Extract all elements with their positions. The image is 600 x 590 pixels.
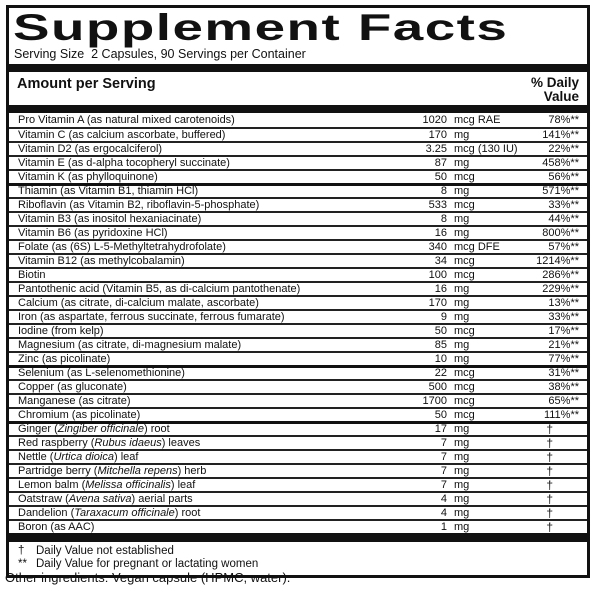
daily-value-percent: 57%** bbox=[548, 240, 579, 253]
daily-value-percent: 800%** bbox=[542, 226, 579, 239]
daily-value-percent: 22%** bbox=[548, 142, 579, 155]
daily-value-percent: 17%** bbox=[548, 324, 579, 337]
amount-quantity: 50 bbox=[434, 324, 447, 337]
amount-quantity: 8 bbox=[440, 185, 447, 197]
serving-size-line: Serving Size 2 Capsules, 90 Servings per Container bbox=[14, 47, 306, 61]
daily-value-percent: 77%** bbox=[548, 352, 579, 365]
amount-unit: mcg DFE bbox=[454, 240, 500, 253]
amount-quantity: 17 bbox=[434, 423, 447, 435]
botanical-name: Mitchella repens bbox=[97, 465, 178, 477]
nutrient-name: Ginger (Zingiber officinale) root bbox=[18, 424, 170, 435]
daily-value-percent: 571%** bbox=[542, 185, 579, 197]
amount-quantity: 87 bbox=[434, 156, 447, 169]
table-row bbox=[9, 113, 587, 127]
amount-unit: mcg (130 IU) bbox=[454, 142, 518, 155]
daily-value-percent: 13%** bbox=[548, 296, 579, 309]
amount-quantity: 10 bbox=[434, 352, 447, 365]
amount-quantity: 7 bbox=[440, 436, 447, 449]
amount-quantity: 16 bbox=[434, 282, 447, 295]
amount-unit: mg bbox=[454, 436, 470, 449]
amount-unit: mg bbox=[454, 282, 470, 295]
amount-unit: mg bbox=[454, 352, 470, 365]
panel-title: Supplement Facts bbox=[13, 7, 509, 48]
amount-unit: mcg bbox=[454, 324, 475, 337]
amount-unit: mcg bbox=[454, 394, 475, 407]
dagger-symbol: † bbox=[18, 545, 25, 557]
amount-quantity: 4 bbox=[440, 506, 447, 519]
amount-unit: mg bbox=[454, 156, 470, 169]
table-row bbox=[9, 253, 587, 267]
nutrient-name: Vitamin K (as phylloquinone) bbox=[18, 171, 158, 183]
daily-value-percent: 65%** bbox=[548, 394, 579, 407]
daily-value-percent: † bbox=[546, 491, 553, 506]
table-row bbox=[9, 477, 587, 491]
amount-quantity: 170 bbox=[428, 128, 447, 141]
daily-value-percent: † bbox=[546, 449, 553, 464]
table-row bbox=[9, 463, 587, 477]
amount-unit: mcg bbox=[454, 198, 475, 211]
amount-unit: mcg bbox=[454, 268, 475, 281]
amount-unit: mcg bbox=[454, 170, 475, 183]
table-row bbox=[9, 197, 587, 211]
amount-unit: mg bbox=[454, 128, 470, 141]
daily-value-percent: † bbox=[546, 505, 553, 520]
divider-bar-header bbox=[9, 105, 587, 113]
table-row bbox=[9, 295, 587, 309]
facts-rows bbox=[9, 113, 587, 533]
daily-value-percent: 38%** bbox=[548, 380, 579, 393]
supplement-facts-panel bbox=[6, 5, 590, 578]
amount-unit: mg bbox=[454, 492, 470, 505]
amount-unit: mcg bbox=[454, 380, 475, 393]
table-row bbox=[9, 407, 587, 421]
daily-value-percent: 286%** bbox=[542, 268, 579, 281]
footnote-dagger bbox=[18, 545, 579, 558]
amount-unit: mcg bbox=[454, 367, 475, 379]
percent-daily-value-label bbox=[531, 76, 579, 104]
nutrient-name: Folate (as (6S) L-5-Methyltetrahydrofolate) bbox=[18, 241, 226, 253]
table-row bbox=[9, 393, 587, 407]
table-row bbox=[9, 127, 587, 141]
nutrient-name: Oatstraw (Avena sativa) aerial parts bbox=[18, 493, 193, 505]
amount-quantity: 9 bbox=[440, 310, 447, 323]
table-row bbox=[9, 379, 587, 393]
table-row bbox=[9, 365, 587, 379]
footnote-dagger-text: Daily Value not established bbox=[36, 545, 174, 557]
nutrient-name: Selenium (as L-selenomethionine) bbox=[18, 368, 185, 379]
table-row bbox=[9, 519, 587, 533]
table-row bbox=[9, 435, 587, 449]
amount-unit: mg bbox=[454, 296, 470, 309]
amount-unit: mg bbox=[454, 310, 470, 323]
table-row bbox=[9, 421, 587, 435]
nutrient-name: Vitamin B6 (as pyridoxine HCl) bbox=[18, 227, 168, 239]
nutrient-name: Lemon balm (Melissa officinalis) leaf bbox=[18, 479, 196, 491]
nutrient-name: Copper (as gluconate) bbox=[18, 381, 127, 393]
daily-value-percent: 56%** bbox=[548, 170, 579, 183]
table-row bbox=[9, 323, 587, 337]
nutrient-name: Nettle (Urtica dioica) leaf bbox=[18, 451, 139, 463]
nutrient-name: Pantothenic acid (Vitamin B5, as di-calcium pantothenate) bbox=[18, 283, 301, 295]
table-row bbox=[9, 337, 587, 351]
botanical-name: Melissa officinalis bbox=[85, 479, 171, 491]
amount-unit: mg bbox=[454, 226, 470, 239]
amount-quantity: 1700 bbox=[422, 394, 447, 407]
table-row bbox=[9, 351, 587, 365]
percent-daily-value-line1: % Daily bbox=[530, 75, 579, 90]
nutrient-name: Vitamin B12 (as methylcobalamin) bbox=[18, 255, 185, 267]
nutrient-name: Vitamin E (as d-alpha tocopheryl succinate) bbox=[18, 157, 230, 169]
table-row bbox=[9, 239, 587, 253]
daily-value-percent: † bbox=[546, 435, 553, 450]
nutrient-name: Chromium (as picolinate) bbox=[18, 409, 141, 421]
amount-quantity: 1 bbox=[440, 520, 447, 533]
daily-value-percent: 31%** bbox=[548, 367, 579, 379]
amount-unit: mg bbox=[454, 212, 470, 225]
botanical-name: Avena sativa bbox=[68, 493, 132, 505]
nutrient-name: Thiamin (as Vitamin B1, thiamin HCl) bbox=[18, 186, 199, 197]
daily-value-percent: 141%** bbox=[542, 128, 579, 141]
amount-quantity: 4 bbox=[440, 492, 447, 505]
nutrient-name: Calcium (as citrate, di-calcium malate, ascorbate) bbox=[18, 297, 259, 309]
column-header-row bbox=[9, 72, 587, 105]
amount-quantity: 170 bbox=[428, 296, 447, 309]
table-row bbox=[9, 183, 587, 197]
table-row bbox=[9, 281, 587, 295]
table-row bbox=[9, 155, 587, 169]
nutrient-name: Zinc (as picolinate) bbox=[18, 353, 111, 365]
amount-quantity: 1020 bbox=[422, 113, 447, 126]
amount-quantity: 7 bbox=[440, 478, 447, 491]
amount-quantity: 533 bbox=[428, 198, 447, 211]
table-row bbox=[9, 169, 587, 183]
daily-value-percent: † bbox=[546, 519, 553, 534]
amount-quantity: 7 bbox=[440, 450, 447, 463]
table-row bbox=[9, 211, 587, 225]
amount-unit: mcg RAE bbox=[454, 113, 501, 126]
amount-quantity: 100 bbox=[428, 268, 447, 281]
footnotes bbox=[9, 542, 587, 573]
nutrient-name: Iodine (from kelp) bbox=[18, 325, 104, 337]
nutrient-name: Manganese (as citrate) bbox=[18, 395, 131, 407]
table-row bbox=[9, 267, 587, 281]
botanical-name: Taraxacum officinale bbox=[74, 507, 175, 519]
nutrient-name: Vitamin D2 (as ergocalciferol) bbox=[18, 143, 163, 155]
daily-value-percent: † bbox=[546, 422, 553, 436]
daily-value-percent: † bbox=[546, 477, 553, 492]
nutrient-name: Riboflavin (as Vitamin B2, riboflavin-5-phosphate) bbox=[18, 199, 260, 211]
botanical-name: Urtica dioica bbox=[53, 451, 114, 463]
daily-value-percent: 111%** bbox=[543, 408, 579, 421]
table-row bbox=[9, 491, 587, 505]
table-row bbox=[9, 505, 587, 519]
percent-daily-value-line2: Value bbox=[543, 89, 579, 104]
daily-value-percent: 44%** bbox=[548, 212, 579, 225]
nutrient-name: Boron (as AAC) bbox=[18, 521, 95, 533]
nutrient-name: Pro Vitamin A (as natural mixed carotenoids) bbox=[18, 114, 235, 126]
nutrient-name: Partridge berry (Mitchella repens) herb bbox=[18, 465, 207, 477]
amount-unit: mg bbox=[454, 338, 470, 351]
amount-unit: mg bbox=[454, 450, 470, 463]
daily-value-percent: 33%** bbox=[548, 310, 579, 323]
table-row bbox=[9, 141, 587, 155]
amount-unit: mcg bbox=[454, 254, 475, 267]
daily-value-percent: 229%** bbox=[542, 282, 579, 295]
nutrient-name: Biotin bbox=[18, 269, 46, 281]
amount-quantity: 3.25 bbox=[425, 142, 447, 155]
daily-value-percent: † bbox=[546, 463, 553, 478]
other-ingredients-line: Other ingredients: Vegan capsule (HPMC, water). bbox=[5, 570, 291, 585]
nutrient-name: Magnesium (as citrate, di-magnesium malate) bbox=[18, 339, 242, 351]
nutrient-name: Vitamin C (as calcium ascorbate, buffered) bbox=[18, 129, 226, 141]
amount-unit: mg bbox=[454, 478, 470, 491]
table-row bbox=[9, 225, 587, 239]
amount-quantity: 50 bbox=[434, 408, 447, 421]
daily-value-percent: 458%** bbox=[542, 156, 579, 169]
nutrient-name: Dandelion (Taraxacum officinale) root bbox=[18, 507, 201, 519]
daily-value-percent: 78%** bbox=[548, 113, 579, 126]
amount-unit: mg bbox=[454, 464, 470, 477]
botanical-name: Zingiber officinale bbox=[57, 424, 144, 435]
amount-per-serving-label: Amount per Serving bbox=[17, 76, 156, 92]
nutrient-name: Vitamin B3 (as inositol hexaniacinate) bbox=[18, 213, 202, 225]
amount-unit: mg bbox=[454, 506, 470, 519]
amount-quantity: 16 bbox=[434, 226, 447, 239]
table-row bbox=[9, 309, 587, 323]
divider-bar-footnotes bbox=[9, 533, 587, 542]
amount-quantity: 50 bbox=[434, 170, 447, 183]
footnote-asterisks-text: Daily Value for pregnant or lactating women bbox=[36, 558, 259, 570]
amount-quantity: 8 bbox=[440, 212, 447, 225]
botanical-name: Rubus idaeus bbox=[94, 437, 162, 449]
amount-unit: mg bbox=[454, 423, 470, 435]
nutrient-name: Iron (as aspartate, ferrous succinate, ferrous fumarate) bbox=[18, 311, 285, 323]
amount-quantity: 22 bbox=[434, 367, 447, 379]
double-asterisk-symbol: ** bbox=[18, 558, 27, 570]
amount-unit: mg bbox=[454, 185, 470, 197]
amount-quantity: 340 bbox=[428, 240, 447, 253]
amount-unit: mg bbox=[454, 520, 470, 533]
nutrient-name: Red raspberry (Rubus idaeus) leaves bbox=[18, 437, 201, 449]
daily-value-percent: 21%** bbox=[548, 338, 579, 351]
amount-quantity: 85 bbox=[434, 338, 447, 351]
divider-bar-top bbox=[9, 64, 587, 72]
amount-unit: mcg bbox=[454, 408, 475, 421]
daily-value-percent: 1214%** bbox=[536, 254, 579, 267]
amount-quantity: 500 bbox=[428, 380, 447, 393]
amount-quantity: 7 bbox=[440, 464, 447, 477]
daily-value-percent: 33%** bbox=[548, 198, 579, 211]
amount-quantity: 34 bbox=[434, 254, 447, 267]
table-row bbox=[9, 449, 587, 463]
